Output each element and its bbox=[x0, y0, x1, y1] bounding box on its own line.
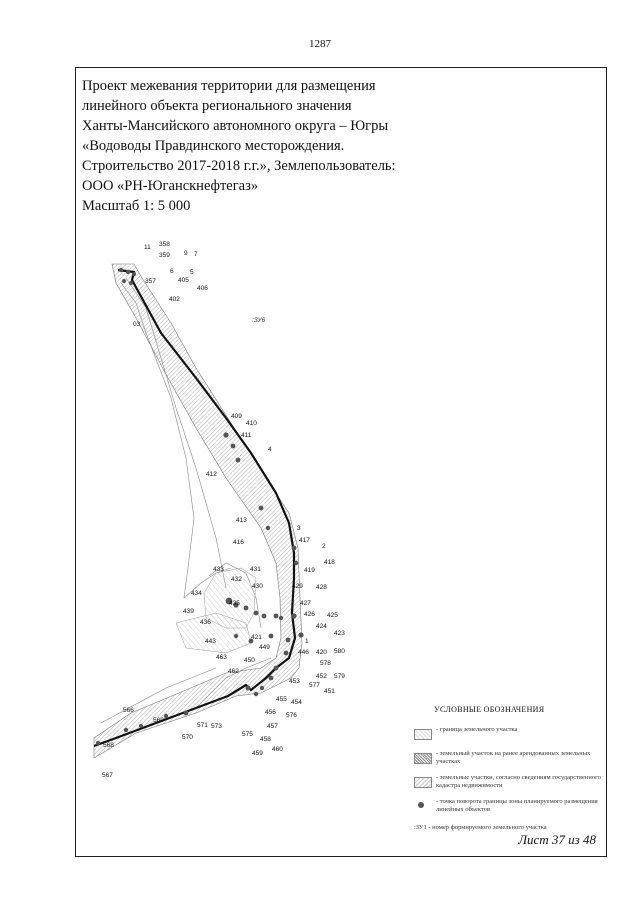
point-number: 433 bbox=[213, 566, 224, 573]
legend-text: - земельные участки, согласно сведениям государственного кадастра недвижимости bbox=[436, 774, 601, 789]
point-number: 413 bbox=[236, 517, 247, 524]
existing-plots-zone bbox=[94, 264, 302, 758]
point-number: 453 bbox=[289, 678, 300, 685]
legend-text: - точка поворота границы зоны планируемого размещения линейных объектов bbox=[436, 798, 598, 813]
point-number: 1 bbox=[305, 638, 309, 645]
point-number: 462 bbox=[228, 668, 239, 675]
point-number: 03 bbox=[133, 321, 141, 328]
title-line: Строительство 2017-2018 г.г.», Землепользователь: bbox=[82, 158, 396, 174]
boundary-swatch bbox=[414, 729, 432, 740]
existing-plots-swatch bbox=[414, 753, 432, 764]
cadastre-plots-swatch bbox=[414, 777, 432, 788]
point-number: 410 bbox=[246, 420, 257, 427]
page-number: 1287 bbox=[309, 38, 331, 50]
point-number: 436 bbox=[200, 619, 211, 626]
point-number: 359 bbox=[159, 252, 170, 259]
point-number: 457 bbox=[267, 723, 278, 730]
point-number: 566 bbox=[123, 707, 134, 714]
point-number: 573 bbox=[211, 723, 222, 730]
point-number: 5 bbox=[190, 269, 194, 276]
point-number: 416 bbox=[233, 539, 244, 546]
point-number: 2 bbox=[322, 543, 326, 550]
point-number: 450 bbox=[244, 657, 255, 664]
point-number: 405 bbox=[178, 277, 189, 284]
point-number: 420 bbox=[316, 649, 327, 656]
point-number: 460 bbox=[272, 746, 283, 753]
point-number: 418 bbox=[324, 559, 335, 566]
legend-item-turning-point bbox=[406, 798, 606, 820]
point-number: 3 bbox=[297, 525, 301, 532]
point-number: 567 bbox=[102, 772, 113, 779]
point-number: 455 bbox=[276, 696, 287, 703]
point-number: 428 bbox=[316, 584, 327, 591]
point-number: 429 bbox=[292, 583, 303, 590]
point-number: 434 bbox=[191, 590, 202, 597]
point-number: 430 bbox=[252, 583, 263, 590]
point-number: 579 bbox=[334, 673, 345, 680]
point-number: 571 bbox=[197, 722, 208, 729]
point-number: 9 bbox=[184, 250, 188, 257]
title-line: ООО «РН-Юганскнефтегаз» bbox=[82, 178, 259, 194]
point-number: 569 bbox=[153, 717, 164, 724]
legend-item-existing-plots bbox=[406, 750, 606, 772]
point-number: 412 bbox=[206, 471, 217, 478]
point-number: 459 bbox=[252, 750, 263, 757]
scale-label: Масштаб 1: 5 000 bbox=[82, 198, 191, 214]
point-number: 11 bbox=[144, 244, 151, 251]
point-number: 577 bbox=[309, 682, 320, 689]
sheet-number: Лист 37 из 48 bbox=[518, 832, 596, 847]
title-line: линейного объекта регионального значения bbox=[82, 98, 352, 114]
point-number: 439 bbox=[183, 608, 194, 615]
point-number: 432 bbox=[231, 576, 242, 583]
point-number: 427 bbox=[300, 600, 311, 607]
point-number: 443 bbox=[205, 638, 216, 645]
point-number: 4 bbox=[268, 446, 272, 453]
legend-title: УСЛОВНЫЕ ОБОЗНАЧЕНИЯ bbox=[434, 705, 545, 714]
point-number: 575 bbox=[242, 731, 253, 738]
point-number: 425 bbox=[327, 612, 338, 619]
point-number: 454 bbox=[291, 699, 302, 706]
legend-plot-number-note: :ЗУ1 - номер формируемого земельного участка bbox=[414, 824, 547, 831]
map-frame bbox=[75, 67, 607, 857]
title-line: Проект межевания территории для размещения bbox=[82, 78, 376, 94]
point-number: 421 bbox=[251, 634, 262, 641]
point-number: 568 bbox=[103, 742, 114, 749]
point-number: 417 bbox=[299, 537, 310, 544]
title-line: «Водоводы Правдинского месторождения. bbox=[82, 138, 345, 154]
point-number: 426 bbox=[304, 611, 315, 618]
legend-item-cadastre-plots bbox=[406, 774, 606, 796]
point-number: 402 bbox=[169, 296, 180, 303]
point-number: 6 bbox=[170, 268, 174, 275]
point-number: 578 bbox=[320, 660, 331, 667]
point-number: 452 bbox=[316, 673, 327, 680]
point-number: 435 bbox=[229, 600, 240, 607]
point-number: 409 bbox=[231, 413, 242, 420]
turning-point-symbol bbox=[418, 802, 424, 808]
point-number: 357 bbox=[145, 278, 156, 285]
point-number: 424 bbox=[316, 623, 327, 630]
point-number: 431 bbox=[250, 566, 261, 573]
point-number: 423 bbox=[334, 630, 345, 637]
point-number: 570 bbox=[182, 734, 193, 741]
title-line: Ханты-Мансийского автономного округа – Югры bbox=[82, 118, 389, 134]
legend-text: - земельный участок на ранее арендованных земельных участках bbox=[436, 750, 591, 765]
point-number: 458 bbox=[260, 736, 271, 743]
point-number: 456 bbox=[265, 709, 276, 716]
plot-label: :ЗУ6 bbox=[252, 317, 266, 324]
point-number: 7 bbox=[194, 251, 198, 258]
point-number: 451 bbox=[324, 688, 335, 695]
point-number: 449 bbox=[259, 644, 270, 651]
point-number: 411 bbox=[241, 432, 252, 439]
legend-item-boundary bbox=[406, 726, 606, 748]
point-number: 580 bbox=[334, 648, 345, 655]
point-number: 358 bbox=[159, 241, 170, 248]
legend-text: - граница земельного участка bbox=[436, 726, 518, 733]
point-number: 446 bbox=[298, 649, 309, 656]
point-number: 406 bbox=[197, 285, 208, 292]
point-number: 463 bbox=[216, 654, 227, 661]
point-number: 419 bbox=[304, 567, 315, 574]
map-legend bbox=[406, 705, 606, 831]
point-number: 576 bbox=[286, 712, 297, 719]
